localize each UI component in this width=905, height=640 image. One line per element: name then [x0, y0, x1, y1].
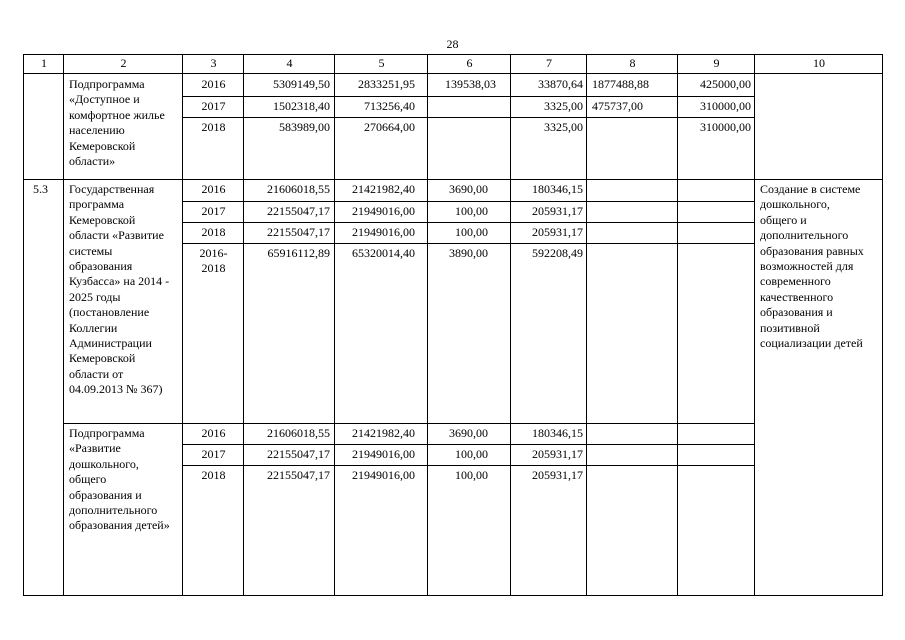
cell-c9: 310000,00 [700, 99, 751, 113]
cell-c4: 21606018,55 [267, 426, 330, 440]
row-number: 5.3 [33, 182, 48, 196]
year: 2016 [201, 426, 226, 440]
cell-c4: 22155047,17 [267, 468, 330, 482]
cell-c5: 21949016,00 [352, 468, 415, 482]
year: 2016 [201, 182, 226, 196]
cell-c5: 2833251,95 [358, 77, 415, 91]
cell-c5: 65320014,40 [352, 246, 415, 260]
cell-c7: 592208,49 [532, 246, 583, 260]
cell-c5: 21421982,40 [352, 426, 415, 440]
cell-c6: 139538,03 [445, 77, 496, 91]
header-col-10: 10 [813, 56, 825, 70]
cell-c7: 180346,15 [532, 426, 583, 440]
cell-c7: 33870,64 [538, 77, 583, 91]
cell-c7: 180346,15 [532, 182, 583, 196]
cell-c4: 22155047,17 [267, 204, 330, 218]
cell-c7: 205931,17 [532, 447, 583, 461]
expected-result: Создание в системе дошкольного, общего и дополнительного образования равных возможностей для современного качественного образования и позитивной социализации детей [760, 182, 864, 351]
cell-c8: 1877488,88 [592, 77, 649, 91]
header-col-4: 4 [286, 56, 293, 70]
cell-c8: 475737,00 [592, 99, 643, 113]
cell-c5: 21949016,00 [352, 447, 415, 461]
cell-c5: 21421982,40 [352, 182, 415, 196]
cell-c4: 22155047,17 [267, 225, 330, 239]
year-range: 2016- 2018 [199, 246, 228, 276]
cell-c5: 21949016,00 [352, 225, 415, 239]
cell-c4: 21606018,55 [267, 182, 330, 196]
header-col-8: 8 [629, 56, 636, 70]
cell-c6: 3890,00 [449, 246, 488, 260]
page-number: 28 [446, 37, 459, 51]
block1-program-name: Подпрограмма «Доступное и комфортное жилье населению Кемеровской области» [69, 77, 165, 169]
cell-c4: 5309149,50 [273, 77, 330, 91]
cell-c4: 65916112,89 [267, 246, 330, 260]
cell-c5: 713256,40 [364, 99, 415, 113]
block2-program-name: Государственная программа Кемеровской области «Развитие системы образования Кузбасса» на 2014 - 2025 годы (постановление Коллегии Администрации Кемеровской области от 04.09.2013 № 367) [69, 182, 170, 397]
cell-c6: 100,00 [455, 204, 488, 218]
cell-c7: 205931,17 [532, 225, 583, 239]
header-col-2: 2 [120, 56, 127, 70]
cell-c6: 100,00 [455, 468, 488, 482]
cell-c6: 100,00 [455, 225, 488, 239]
header-col-9: 9 [713, 56, 720, 70]
header-col-5: 5 [378, 56, 385, 70]
cell-c6: 3690,00 [449, 426, 488, 440]
cell-c4: 583989,00 [279, 120, 330, 134]
cell-c4: 1502318,40 [273, 99, 330, 113]
cell-c9: 425000,00 [700, 77, 751, 91]
year: 2017 [201, 99, 226, 113]
header-col-6: 6 [466, 56, 473, 70]
year: 2017 [201, 447, 226, 461]
year: 2018 [201, 225, 226, 239]
cell-c6: 100,00 [455, 447, 488, 461]
cell-c9: 310000,00 [700, 120, 751, 134]
cell-c7: 205931,17 [532, 204, 583, 218]
cell-c5: 270664,00 [364, 120, 415, 134]
cell-c5: 21949016,00 [352, 204, 415, 218]
year: 2017 [201, 204, 226, 218]
block3-program-name: Подпрограмма «Развитие дошкольного, общего образования и дополнительного образования детей» [69, 426, 170, 533]
cell-c7: 3325,00 [544, 120, 583, 134]
year: 2018 [201, 468, 226, 482]
header-col-1: 1 [41, 56, 47, 70]
header-col-7: 7 [546, 56, 552, 70]
cell-c7: 205931,17 [532, 468, 583, 482]
year: 2018 [201, 120, 226, 134]
header-col-3: 3 [210, 56, 217, 70]
cell-c4: 22155047,17 [267, 447, 330, 461]
cell-c7: 3325,00 [544, 99, 583, 113]
cell-c6: 3690,00 [449, 182, 488, 196]
year: 2016 [201, 77, 226, 91]
